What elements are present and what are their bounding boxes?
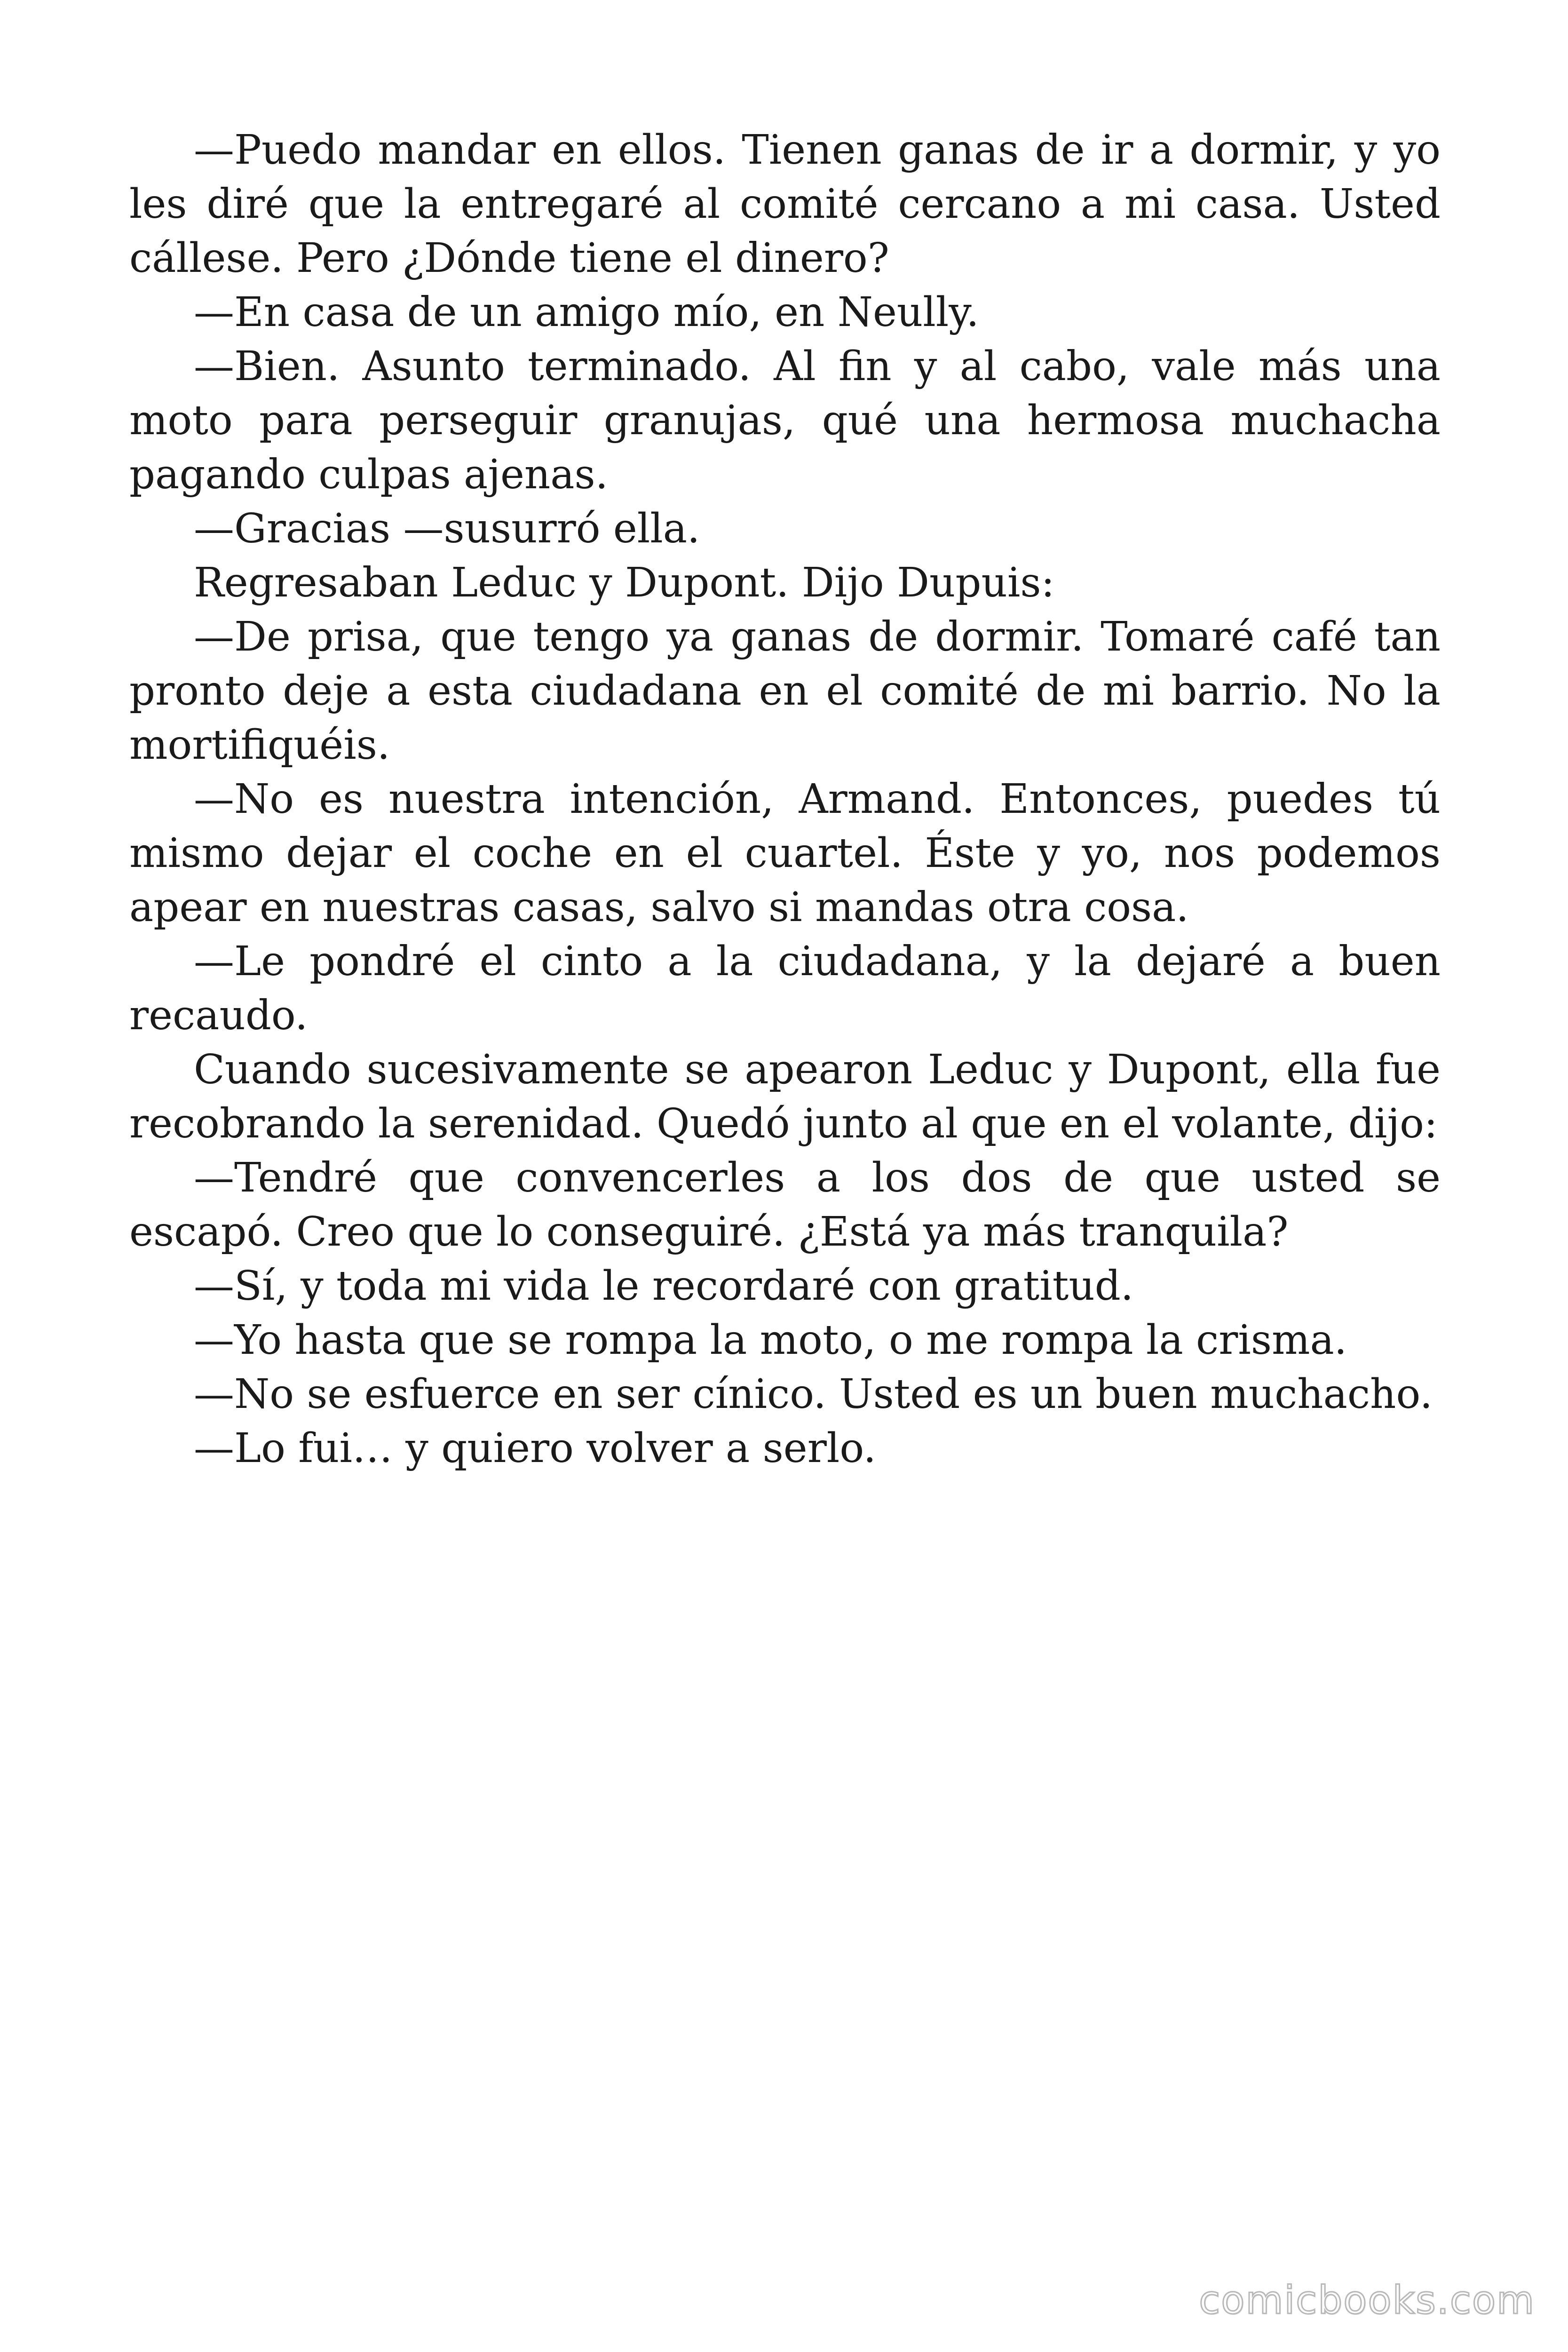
paragraph-12: —Yo hasta que se rompa la moto, o me rompa la crisma. bbox=[194, 1317, 1347, 1364]
paragraph-2: —En casa de un amigo mío, en Neully. bbox=[194, 289, 979, 336]
body-text bbox=[129, 123, 1441, 1476]
paragraph-13: —No se esfuerce en ser cínico. Usted es un buen muchacho. bbox=[194, 1371, 1433, 1418]
paragraph-14: —Lo fui… y quiero volver a serlo. bbox=[194, 1425, 876, 1472]
paragraph-6: —De prisa, que tengo ya ganas de dormir. Tomaré café tan pronto deje a esta ciudadana en el comité de mi barrio. No la mortifiquéis. bbox=[129, 613, 1441, 769]
paragraph-8: —Le pondré el cinto a la ciudadana, y la dejaré a buen recaudo. bbox=[129, 938, 1441, 1039]
paragraph-1: —Puedo mandar en ellos. Tienen ganas de ir a dormir, y yo les diré que la entregaré al comité cercano a mi casa. Usted cállese. Pero ¿Dónde tiene el dinero? bbox=[129, 127, 1441, 282]
paragraph-10: —Tendré que convencerles a los dos de que usted se escapó. Creo que lo conseguiré. ¿Está ya más tranquila? bbox=[129, 1154, 1441, 1255]
paragraph-5: Regresaban Leduc y Dupont. Dijo Dupuis: bbox=[194, 559, 1055, 606]
paragraph-11: —Sí, y toda mi vida le recordaré con gratitud. bbox=[194, 1263, 1134, 1310]
paragraph-9: Cuando sucesivamente se apearon Leduc y Dupont, ella fue recobrando la serenidad. Quedó junto al que en el volante, dijo: bbox=[129, 1046, 1441, 1147]
paragraph-4: —Gracias —susurró ella. bbox=[194, 505, 700, 552]
watermark-logo: comicbooks.com bbox=[1199, 2278, 1535, 2323]
paragraph-7: —No es nuestra intención, Armand. Entonces, puedes tú mismo dejar el coche en el cuartel. Éste y yo, nos podemos apear en nuestras casas, salvo si mandas otra cosa. bbox=[129, 776, 1441, 931]
paragraph-3: —Bien. Asunto terminado. Al fin y al cabo, vale más una moto para perseguir granujas, qué una hermosa muchacha pagando culpas ajenas. bbox=[129, 343, 1441, 498]
